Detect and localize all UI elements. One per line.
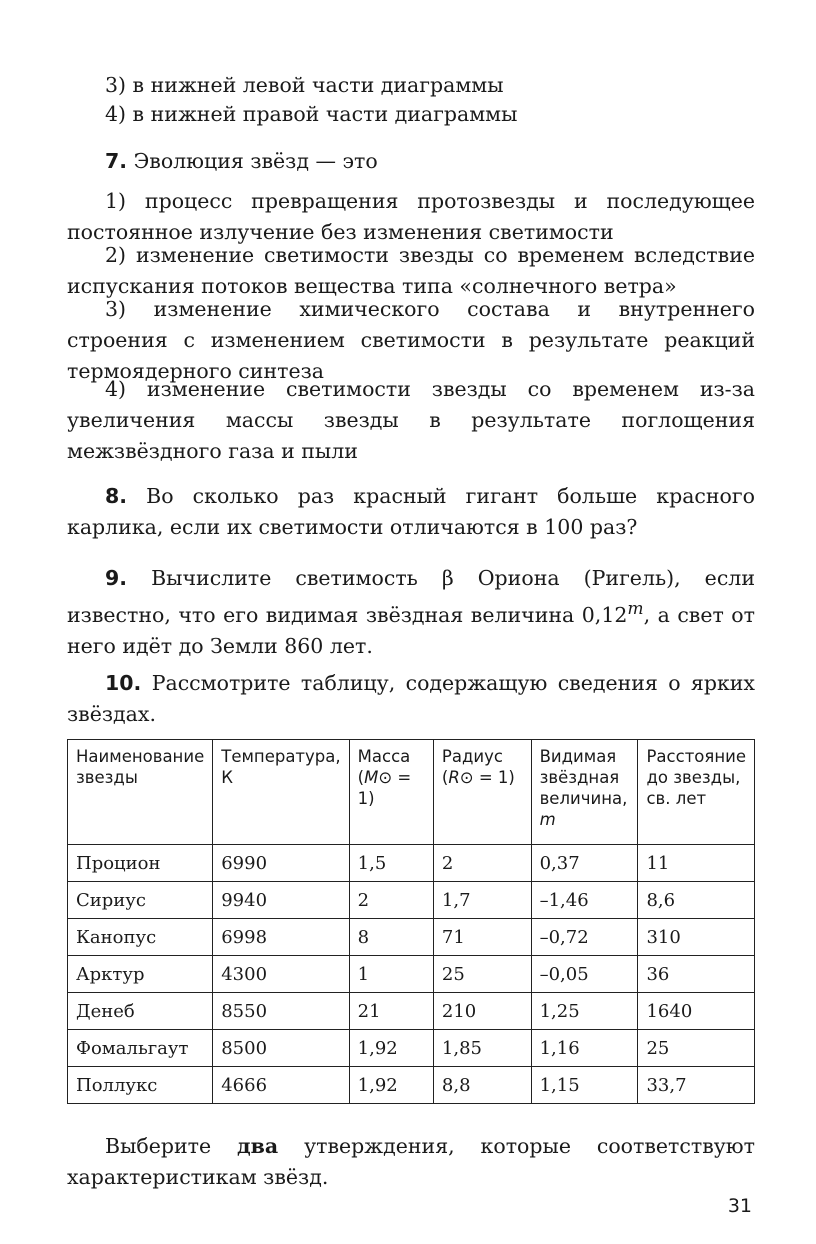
q7-text: Эволюция звёзд — это bbox=[133, 149, 378, 173]
table-row: Сириус 9940 2 1,7 –1,46 8,6 bbox=[68, 882, 755, 919]
header-magnitude: Видимая звёздная величина, m bbox=[531, 740, 638, 845]
q10-text: Рассмотрите таблицу, содержащую сведения о ярких звёздах. bbox=[67, 671, 755, 726]
q7-option-1: 1) процесс превращения протозвезды и последующее постоянное излучение без изменения светимости bbox=[67, 189, 755, 244]
q10-number: 10. bbox=[105, 671, 142, 695]
table-header-row bbox=[68, 740, 755, 845]
q7-option-2: 2) изменение светимости звезды со временем вследствие испускания потоков вещества типа «солнечного ветра» bbox=[67, 243, 755, 298]
table-row: Арктур 4300 1 25 –0,05 36 bbox=[68, 956, 755, 993]
header-radius: Радиус (R⊙ = 1) bbox=[433, 740, 531, 845]
q7-number: 7. bbox=[105, 149, 128, 173]
table-row: Поллукс 4666 1,92 8,8 1,15 33,7 bbox=[68, 1067, 755, 1104]
q9-question: 9. Вычислите светимость β Ориона (Ригель), если известно, что его видимая звёздная величина 0,12$^m$, а свет от него идёт до Земли 860 лет. bbox=[67, 566, 755, 658]
table-row: Канопус 6998 8 71 –0,72 310 bbox=[68, 919, 755, 956]
header-name: Наименование звезды bbox=[68, 740, 213, 845]
q10-instruction: Выберите два утверждения, которые соответствуют характеристикам звёзд. bbox=[67, 1134, 755, 1189]
q6-option-4: 4) в нижней правой части диаграммы bbox=[105, 102, 518, 126]
page-number: 31 bbox=[727, 1195, 752, 1217]
q8-question bbox=[67, 481, 755, 543]
table-row: Фомальгаут 8500 1,92 1,85 1,16 25 bbox=[68, 1030, 755, 1067]
table-row: Процион 6990 1,5 2 0,37 11 bbox=[68, 845, 755, 882]
q7-option-4: 4) изменение светимости звезды со временем из-за увеличения массы звезды в результате поглощения межзвёздного газа и пыли bbox=[67, 377, 755, 463]
stars-table bbox=[67, 739, 755, 1104]
q9-number: 9. bbox=[105, 566, 128, 590]
header-temp: Температура, К bbox=[213, 740, 349, 845]
q8-text: Во сколько раз красный гигант больше красного карлика, если их светимости отличаются в 100 раз? bbox=[67, 484, 755, 539]
q7-option-3: 3) изменение химического состава и внутреннего строения с изменением светимости в результате реакций термоядерного синтеза bbox=[67, 297, 755, 383]
q10-question bbox=[67, 668, 755, 730]
table-row: Денеб 8550 21 210 1,25 1640 bbox=[68, 993, 755, 1030]
header-distance: Расстояние до звезды, св. лет bbox=[638, 740, 755, 845]
header-mass: Масса (M⊙ = 1) bbox=[349, 740, 433, 845]
q8-number: 8. bbox=[105, 484, 128, 508]
q6-option-3: 3) в нижней левой части диаграммы bbox=[105, 73, 504, 97]
q7-question bbox=[67, 146, 755, 177]
